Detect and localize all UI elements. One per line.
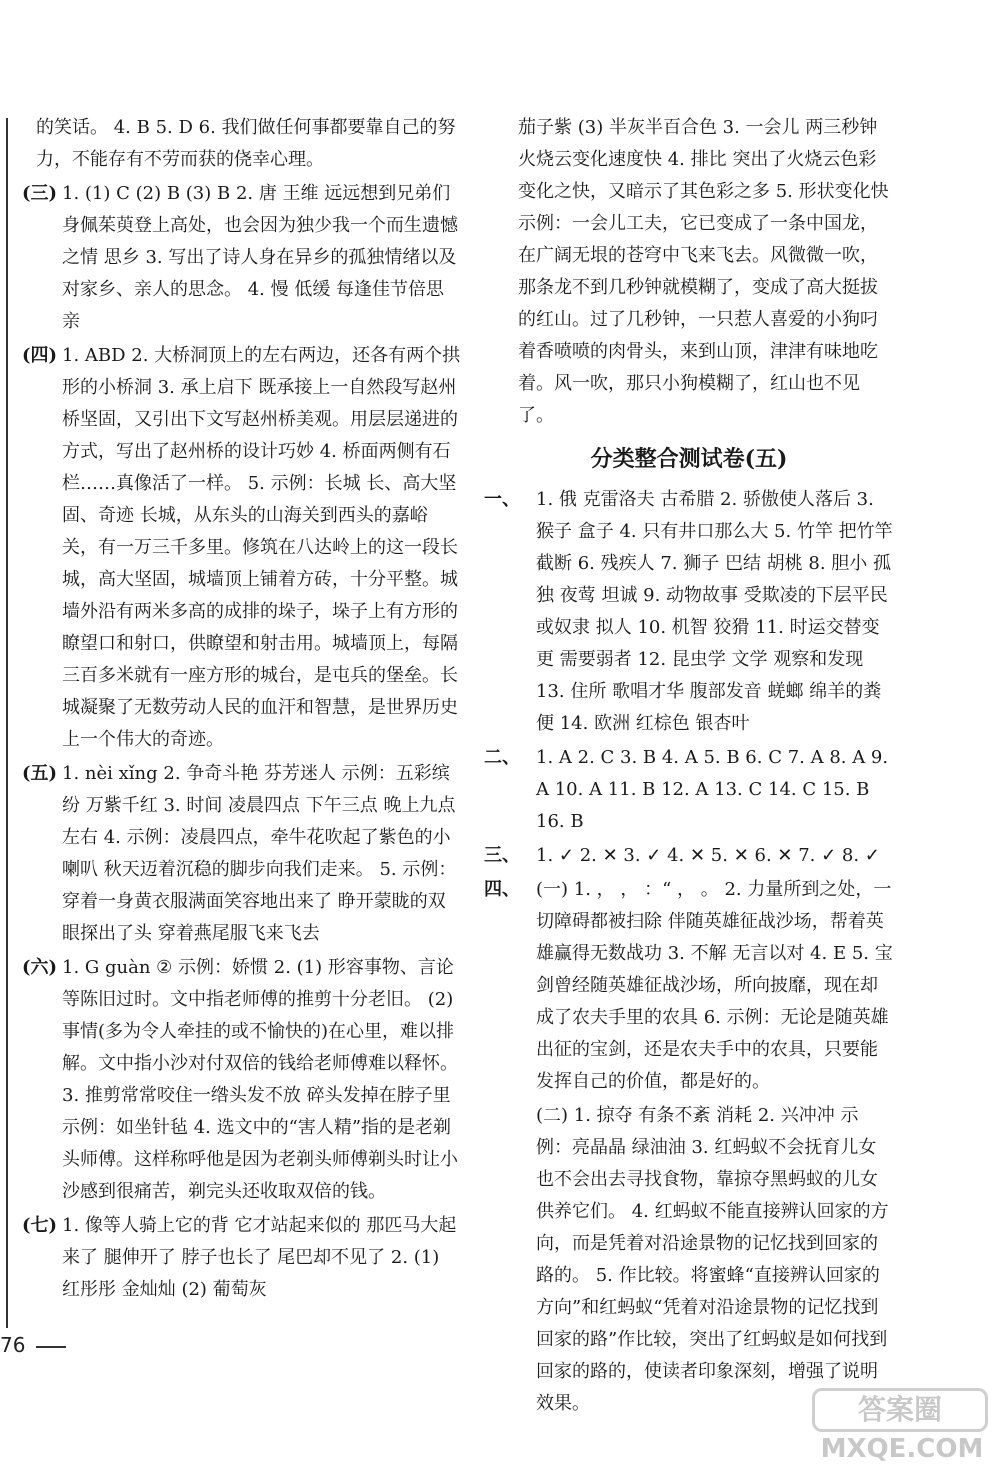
section-label: (四) xyxy=(22,345,58,366)
answer-text: 1. G guàn ② 示例：娇惯 2. (1) 形容事物、言论等陈旧过时。文中指老师傅的推剪十分老旧。 (2) 事情(多为令人牵挂的或不愉快的)在心里，难以排解。文中指小沙对付双倍的钱给老师傅难以释怀。 3. 推剪常常咬住一绺头发不放 碎头发掉在脖子里 示例：如坐针毡 4. 选文中的“害人精”指的是老剃头师傅。这样称呼他是因为老剃头师傅剃头时让小沙感到很痛苦，剃完头还收取双倍的钱。 xyxy=(62,957,458,1202)
answer-block xyxy=(484,742,894,838)
watermark-badge: 答案圈 xyxy=(812,1388,988,1432)
answer-block xyxy=(22,178,462,338)
answer-text: 的笑话。 4. B 5. D 6. 我们做任何事都要靠自己的努力，不能存有不劳而获的侥幸心理。 xyxy=(36,117,456,170)
answer-block xyxy=(22,1210,462,1306)
answer-block xyxy=(484,1100,894,1420)
answer-block xyxy=(22,952,462,1208)
answer-block xyxy=(484,112,894,432)
watermark-logo xyxy=(812,1388,992,1466)
section-label: 一、 xyxy=(484,489,520,510)
page-number: 76 xyxy=(0,1333,26,1357)
answer-block xyxy=(22,340,462,756)
answer-text: 1. A 2. C 3. B 4. A 5. B 6. C 7. A 8. A 9. A 10. A 11. B 12. A 13. C 14. C 15. B 16. B xyxy=(536,747,889,832)
answer-text: (二) 1. 掠夺 有条不紊 消耗 2. 兴冲冲 示例：亮晶晶 绿油油 3. 红蚂蚁不会抚育儿女也不会出去寻找食物，靠掠夺黑蚂蚁的儿女供养它们。 4. 红蚂蚁不能直接辨认回家的方向，而是凭着对沿途景物的记忆找到回家的路的。 5. 作比较。将蜜蜂“直接辨认回家的方向”和红蚂蚁“凭着对沿途景物的记忆找到回家的路”作比较，突出了红蚂蚁是如何找到回家的路的，使读者印象深刻，增强了说明效果。 xyxy=(536,1105,889,1414)
section-label: 四、 xyxy=(484,879,520,900)
answer-text: 茄子紫 (3) 半灰半百合色 3. 一会儿 两三秒钟 火烧云变化速度快 4. 排比 突出了火烧云色彩变化之快，又暗示了其色彩之多 5. 形状变化快 示例：一会儿工夫，它已变成了一条中国龙，在广阔无垠的苍穹中飞来飞去。风微微一吹，那条龙不到几秒钟就模糊了，变成了高大挺拔的红山。过了几秒钟，一只惹人喜爱的小狗叼着香喷喷的肉骨头，来到山顶，津津有味地吃着。风一吹，那只小狗模糊了，红山也不见了。 xyxy=(518,117,889,426)
section-label: (七) xyxy=(22,1215,58,1236)
answer-block xyxy=(22,758,462,950)
test-paper-heading: 分类整合测试卷(五) xyxy=(590,446,788,472)
left-column xyxy=(22,112,462,1308)
answer-block xyxy=(22,112,462,176)
answer-text: 1. ABD 2. 大桥洞顶上的左右两边，还各有两个拱形的小桥洞 3. 承上启下 既承接上一自然段写赵州桥坚固，又引出下文写赵州桥美观。用层层递进的方式，写出了赵州桥的设计巧妙 4. 桥面两侧有石栏……真像活了一样。 5. 示例：长城 长、高大坚固、奇迹 长城，从东头的山海关到西头的嘉峪关，有一万三千多里。修筑在八达岭上的这一段长城，高大坚固，城墙顶上铺着方砖，十分平整。城墙外沿有两米多高的成排的垛子，垛子上有方形的瞭望口和射口，供瞭望和射击用。城墙顶上，每隔三百多米就有一座方形的城台，是屯兵的堡垒。长城凝聚了无数劳动人民的血汗和智慧，是世界历史上一个伟大的奇迹。 xyxy=(62,345,461,750)
left-margin-rule xyxy=(6,118,8,1328)
answer-text: (一) 1. ， ， ：“ ， 。 2. 力量所到之处，一切障碍都被扫除 伴随英雄征战沙场，帮着英雄赢得无数战功 3. 不解 无言以对 4. E 5. 宝剑曾经随英雄征战沙场，所向披靡，现在却成了农夫手里的农具 6. 示例：无论是随英雄出征的宝剑，还是农夫手中的农具，只要能发挥自己的价值，都是好的。 xyxy=(536,879,893,1092)
answer-block xyxy=(484,874,894,1098)
answer-block xyxy=(484,840,894,872)
answer-text: 1. (1) C (2) B (3) B 2. 唐 王维 远远想到兄弟们身佩茱萸登上高处，也会因为独少我一个而生遗憾之情 思乡 3. 写出了诗人身在异乡的孤独情绪以及对家乡、亲人的思念。 4. 慢 低缓 每逢佳节倍思亲 xyxy=(62,183,458,332)
page-number-dash xyxy=(36,1346,66,1348)
section-label: (五) xyxy=(22,763,58,784)
watermark-url: MXQE.COM xyxy=(820,1434,984,1464)
answer-text: 1. nèi xǐng 2. 争奇斗艳 芬芳迷人 示例：五彩缤纷 万紫千红 3. 时间 凌晨四点 下午三点 晚上九点左右 4. 示例：凌晨四点，牵牛花吹起了紫色的小喇叭 秋天迈着沉稳的脚步向我们走来。 5. 示例：穿着一身黄衣服满面笑容地出来了 睁开蒙眬的双眼探出了头 穿着燕尾服飞来飞去 xyxy=(62,763,457,944)
section-label: 三、 xyxy=(484,845,520,866)
section-label: (六) xyxy=(22,957,58,978)
section-label: (三) xyxy=(22,183,58,204)
right-column xyxy=(484,112,894,1422)
answer-text: 1. 像等人骑上它的背 它才站起来似的 那匹马大起来了 腿伸开了 脖子也长了 尾巴却不见了 2. (1) 红彤彤 金灿灿 (2) 葡萄灰 xyxy=(62,1215,457,1300)
answer-text: 1. 俄 克雷洛夫 古希腊 2. 骄傲使人落后 3. 猴子 盒子 4. 只有井口那么大 5. 竹竿 把竹竿截断 6. 残疾人 7. 狮子 巴结 胡桃 8. 胆小 孤独 夜莺 坦诚 9. 动物故事 受欺凌的下层平民或奴隶 拟人 10. 机智 狡猾 11. 时运交替变更 需要弱者 12. 昆虫学 文学 观察和发现 13. 住所 歌唱才华 腹部发音 蜣螂 绵羊的粪便 14. 欧洲 红棕色 银杏叶 xyxy=(536,489,893,734)
answer-block xyxy=(484,484,894,740)
answer-text: 1. ✓ 2. ✕ 3. ✓ 4. ✕ 5. ✕ 6. ✕ 7. ✓ 8. ✓ xyxy=(536,845,880,866)
section-label: 二、 xyxy=(484,747,520,768)
